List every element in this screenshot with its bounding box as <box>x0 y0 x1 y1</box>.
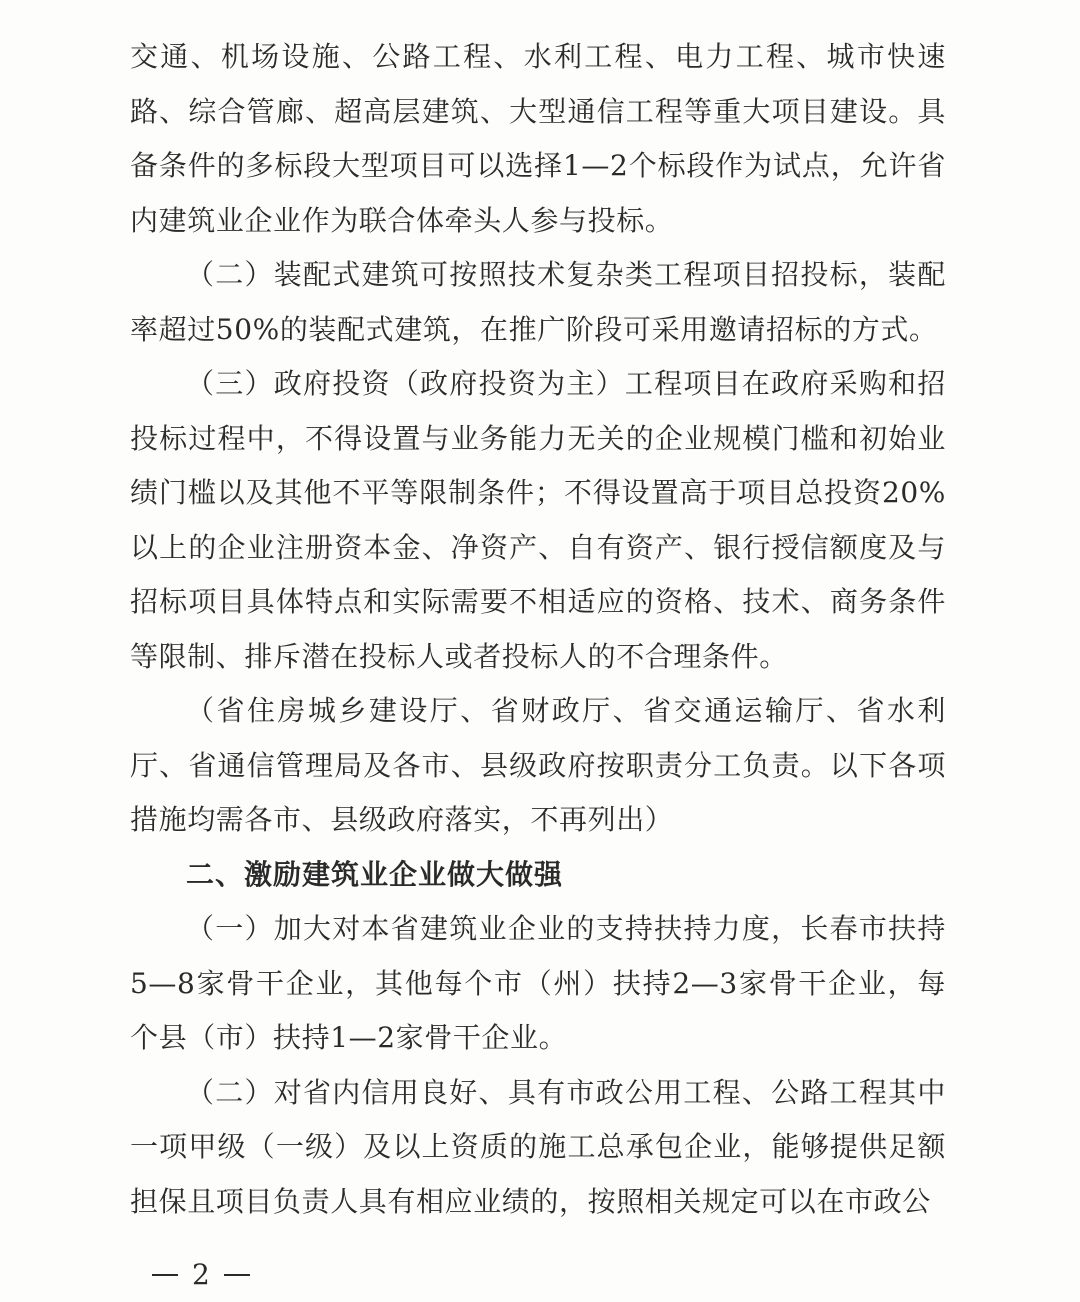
paragraph-responsibility-note: （省住房城乡建设厅、省财政厅、省交通运输厅、省水利厅、省通信管理局及各市、县级政府按职责分工负责。以下各项措施均需各市、县级政府落实，不再列出） <box>130 694 946 836</box>
paragraph-section2-item-1: （一）加大对本省建筑业企业的支持扶持力度，长春市扶持5—8家骨干企业，其他每个市（州）扶持2—3家骨干企业，每个县（市）扶持1—2家骨干企业。 <box>130 912 946 1054</box>
paragraph-item-3: （三）政府投资（政府投资为主）工程项目在政府采购和招投标过程中，不得设置与业务能力无关的企业规模门槛和初始业绩门槛以及其他不平等限制条件；不得设置高于项目总投资20%以上的企业注册资本金、净资产、自有资产、银行授信额度及与招标项目具体特点和实际需要不相适应的资格、技术、商务条件等限制、排斥潜在投标人或者投标人的不合理条件。 <box>130 367 946 673</box>
paragraph-item-2: （二）装配式建筑可按照技术复杂类工程项目招投标，装配率超过50%的装配式建筑，在推广阶段可采用邀请招标的方式。 <box>130 258 946 346</box>
section-heading: 二、激励建筑业企业做大做强 <box>186 857 564 891</box>
body-text <box>130 30 946 1229</box>
footer-dash-left <box>152 1274 178 1276</box>
paragraph-continuation: 交通、机场设施、公路工程、水利工程、电力工程、城市快速路、综合管廊、超高层建筑、大型通信工程等重大项目建设。具备条件的多标段大型项目可以选择1—2个标段作为试点，允许省内建筑业企业作为联合体牵头人参与投标。 <box>130 40 946 237</box>
page-number: 2 <box>192 1258 210 1291</box>
footer-dash-right <box>224 1274 250 1276</box>
paragraph-section2-item-2: （二）对省内信用良好、具有市政公用工程、公路工程其中一项甲级（一级）及以上资质的施工总承包企业，能够提供足额担保且项目负责人具有相应业绩的，按照相关规定可以在市政公 <box>130 1075 946 1218</box>
page-footer <box>152 1255 250 1295</box>
